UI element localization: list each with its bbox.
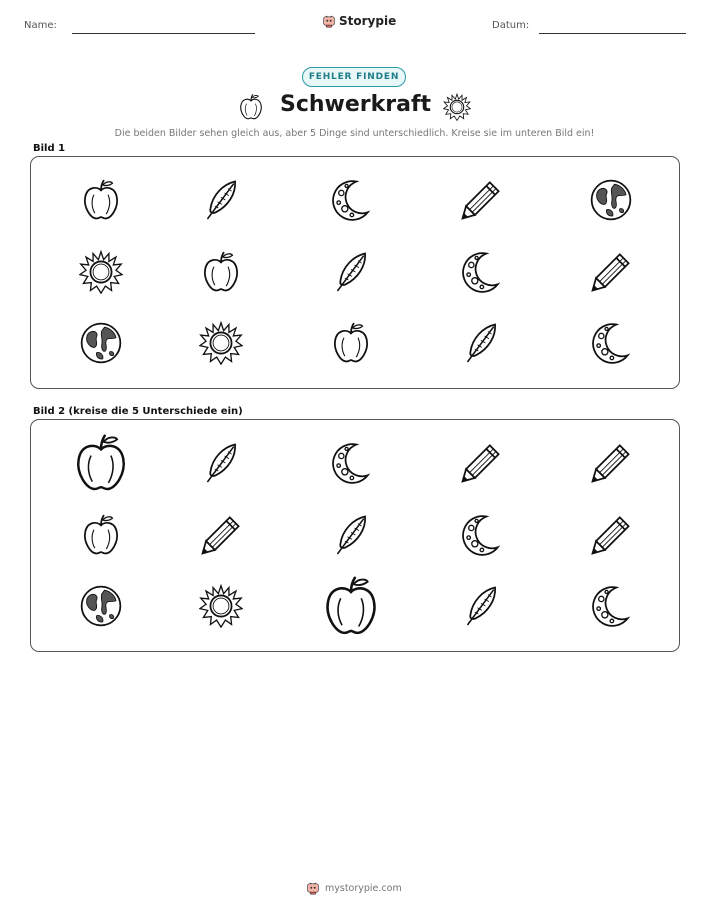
moon-icon xyxy=(459,250,503,294)
badge-label: FEHLER FINDEN xyxy=(308,72,400,82)
name-line[interactable] xyxy=(72,33,255,34)
name-label: Name: xyxy=(24,20,57,31)
picture1-panel xyxy=(30,156,680,389)
pencil-icon[interactable] xyxy=(589,513,633,557)
pencil-icon[interactable] xyxy=(589,441,633,485)
earth-icon[interactable] xyxy=(79,584,123,628)
sun-icon[interactable] xyxy=(199,584,243,628)
moon-icon xyxy=(329,178,373,222)
picture2-label: Bild 2 (kreise die 5 Unterschiede ein) xyxy=(33,406,243,417)
storypie-logo-icon xyxy=(306,880,320,896)
feather-icon xyxy=(459,321,503,365)
sun-icon xyxy=(443,93,471,121)
pencil-icon xyxy=(459,178,503,222)
feather-icon xyxy=(329,250,373,294)
picture2-panel[interactable] xyxy=(30,419,680,652)
date-line[interactable] xyxy=(539,33,686,34)
apple-icon[interactable] xyxy=(319,574,383,638)
earth-icon xyxy=(589,178,633,222)
activity-badge xyxy=(302,67,406,87)
moon-icon[interactable] xyxy=(329,441,373,485)
title-row xyxy=(230,90,480,124)
pencil-icon xyxy=(589,250,633,294)
earth-icon xyxy=(79,321,123,365)
apple-icon[interactable] xyxy=(70,432,132,494)
feather-icon[interactable] xyxy=(459,584,503,628)
brand-name: Storypie xyxy=(339,14,397,28)
moon-icon[interactable] xyxy=(589,584,633,628)
footer xyxy=(306,880,402,896)
sun-icon xyxy=(79,250,123,294)
feather-icon xyxy=(199,178,243,222)
date-label: Datum: xyxy=(492,20,530,31)
storypie-logo-icon xyxy=(322,13,336,29)
instructions: Die beiden Bilder sehen gleich aus, aber 5 Dinge sind unterschiedlich. Kreise sie im unteren Bild ein! xyxy=(114,128,595,139)
picture1-label: Bild 1 xyxy=(33,143,66,154)
apple-icon xyxy=(329,321,373,365)
apple-icon xyxy=(79,178,123,222)
pencil-icon[interactable] xyxy=(459,441,503,485)
brand xyxy=(322,13,396,29)
moon-icon xyxy=(589,321,633,365)
page-title: Schwerkraft xyxy=(280,92,432,117)
sun-icon xyxy=(199,321,243,365)
footer-url[interactable]: mystorypie.com xyxy=(325,882,402,894)
apple-icon xyxy=(237,93,265,121)
apple-icon xyxy=(199,250,243,294)
apple-icon[interactable] xyxy=(79,513,123,557)
feather-icon[interactable] xyxy=(199,441,243,485)
feather-icon[interactable] xyxy=(329,513,373,557)
pencil-icon[interactable] xyxy=(199,513,243,557)
moon-icon[interactable] xyxy=(459,513,503,557)
